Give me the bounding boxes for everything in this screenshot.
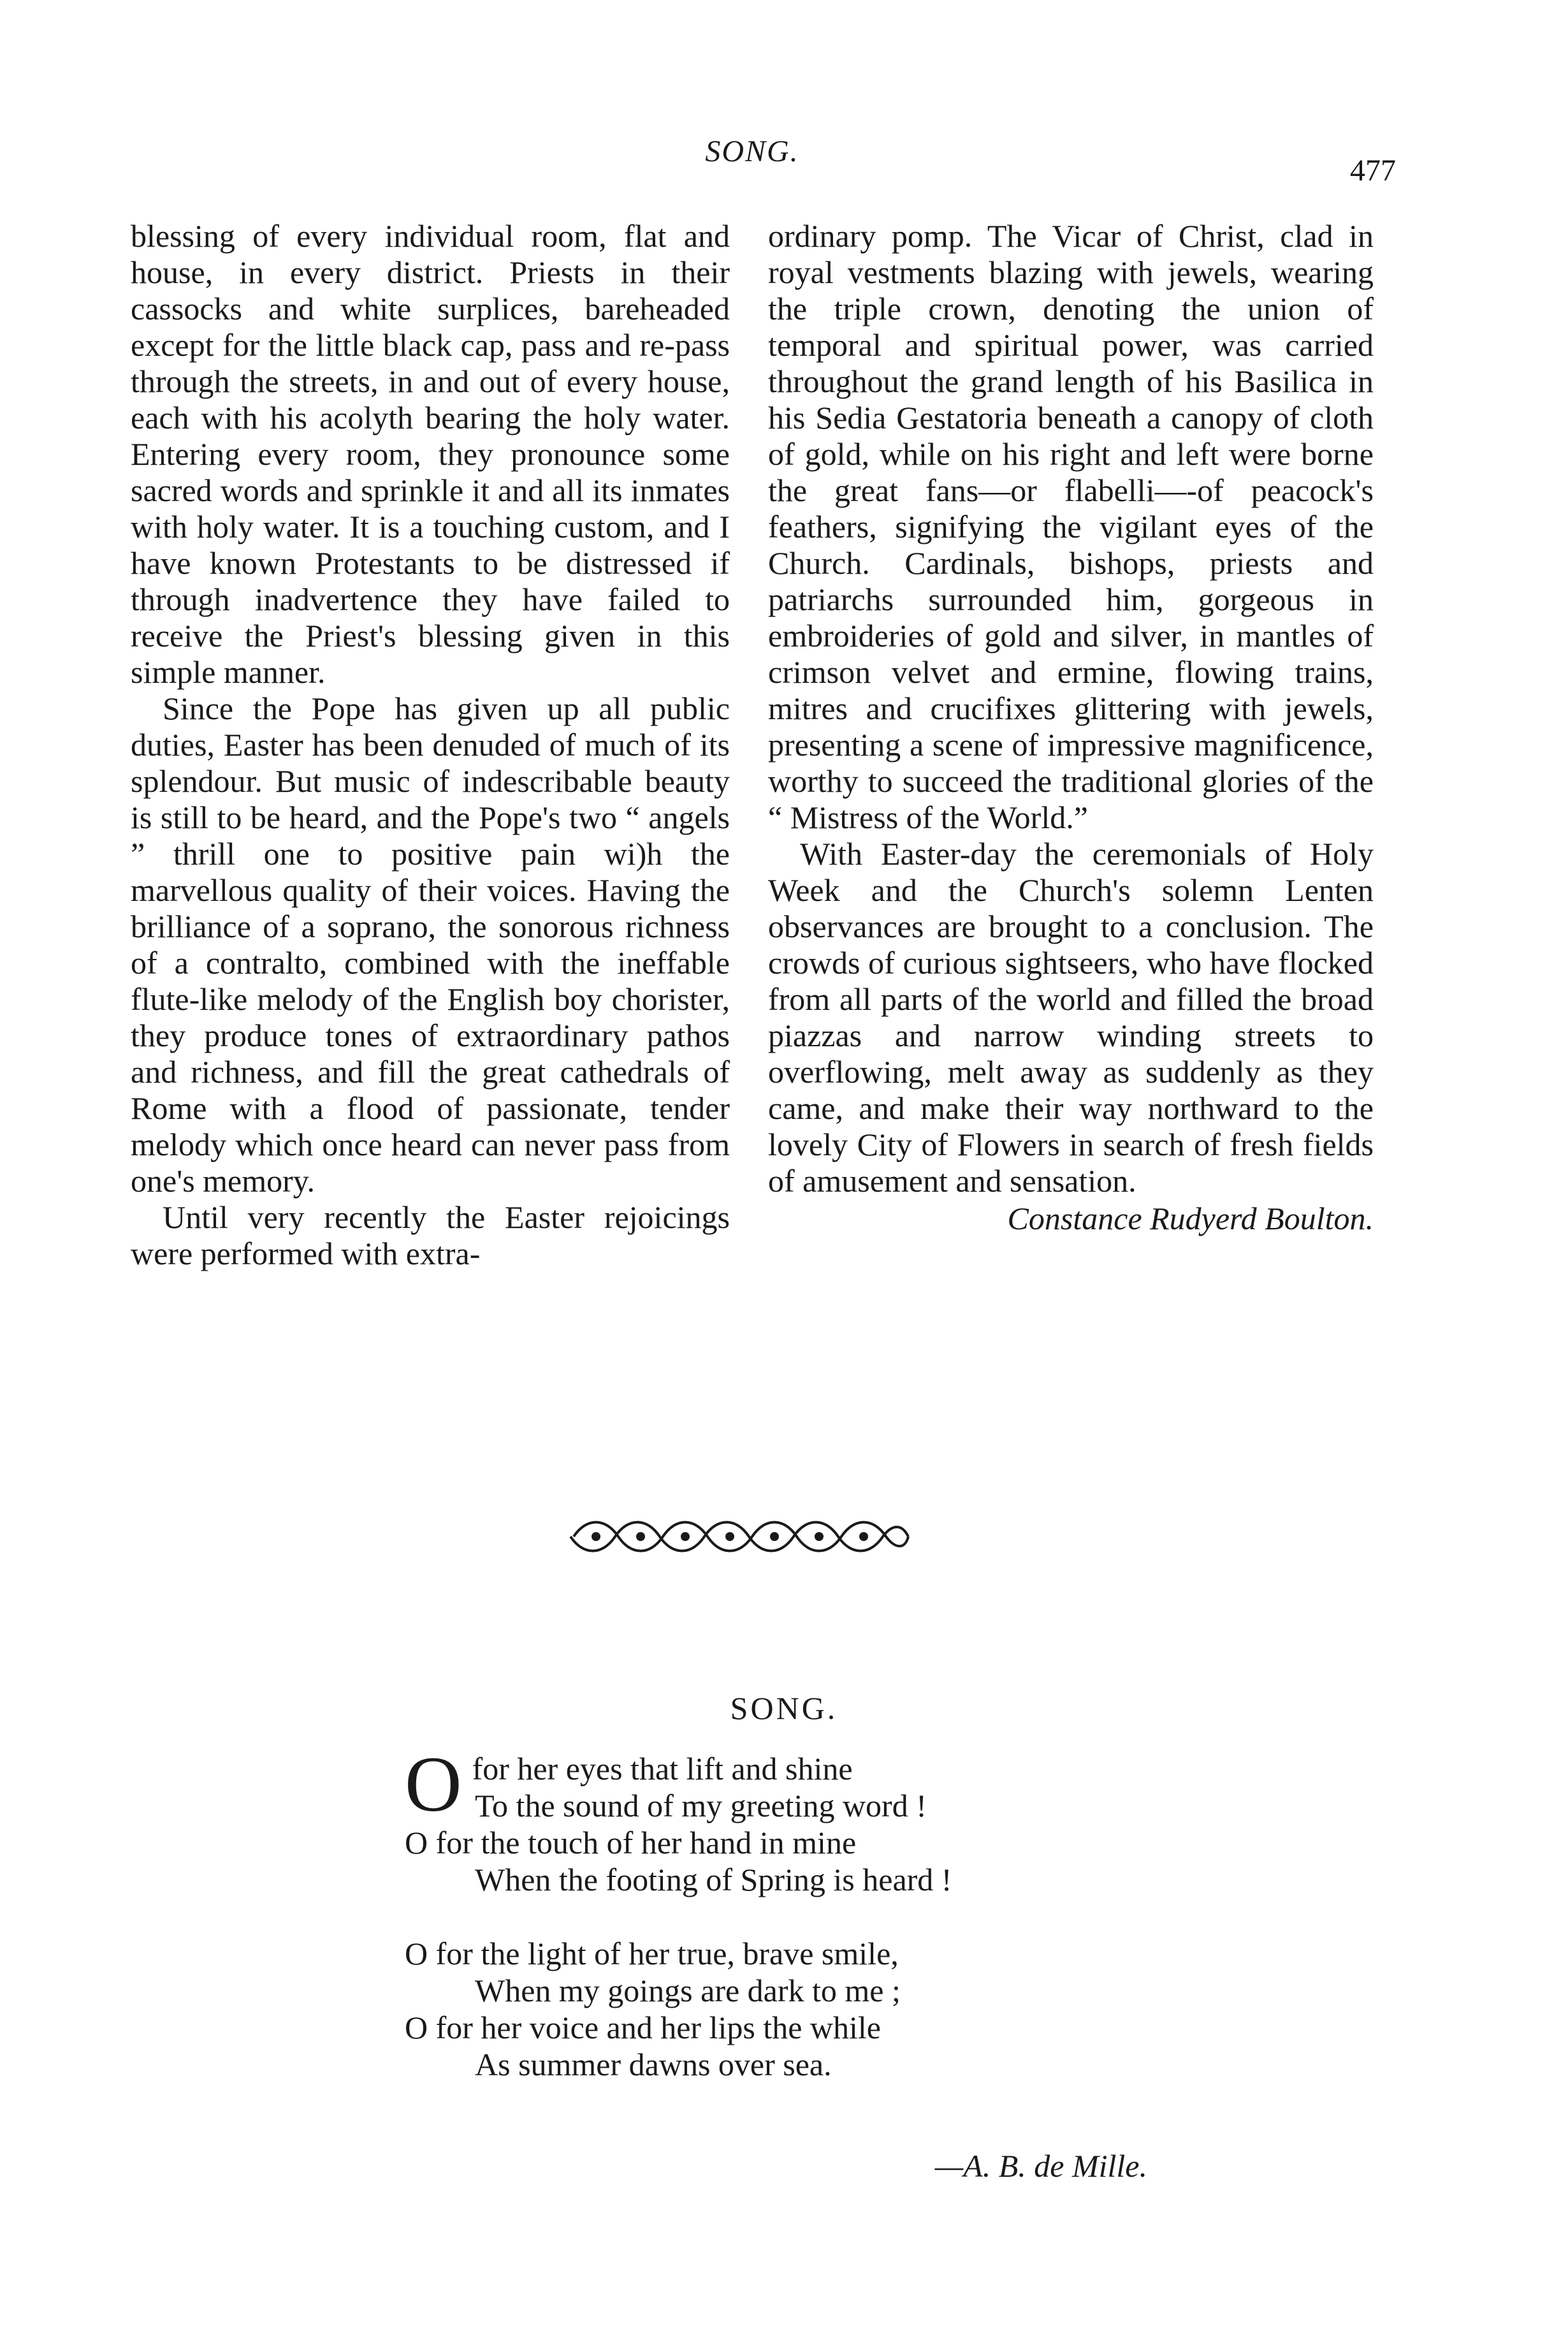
article-signature: Constance Rudyerd Boulton.	[1007, 1201, 1374, 1236]
poem-signature: —A. B. de Mille.	[934, 2148, 1147, 2184]
paragraph: blessing of every individual room, flat and house, in every district. Priests in their cassocks and white surplices, bareheaded except for the little black cap, pass and re-pass through the streets, in and out of every house, each with his acolyth bearing the holy water. Entering every room, they pronounce some sacred words and sprinkle it and all its inmates with holy water. It is a touching custom, and I have known Protestants to be distressed if through inadvertence they have failed to receive the Priest's blessing given in this simple manner.	[131, 218, 730, 690]
poem-line: O for her voice and her lips the while	[405, 2010, 881, 2045]
poem-line: As summer dawns over sea.	[475, 2047, 832, 2082]
paragraph: Until very recently the Easter rejoicings were performed with extra-	[131, 1199, 730, 1271]
poem	[405, 1741, 1170, 2120]
poem-title: SONG.	[730, 1690, 838, 1726]
paragraph: Since the Pope has given up all public duties, Easter has been denuded of much of its splendour. But music of indescribable beauty is still to be heard, and the Pope's two “ angels ” thrill one to positive pain wi)h the marvellous quality of their voices. Having the brilliance of a soprano, the sonorous richness of a contralto, combined with the ineffable flute-like melody of the English boy chorister, they produce tones of extraordinary pathos and richness, and fill the great cathedrals of Rome with a flood of passionate, tender melody which once heard can never pass from one's memory.	[131, 690, 730, 1199]
left-column	[131, 218, 730, 1272]
poem-line: When my goings are dark to me ;	[475, 1973, 901, 2008]
poem-line: When the footing of Spring is heard !	[475, 1862, 952, 1897]
page-number: 477	[1350, 154, 1396, 187]
poem-line: for her eyes that lift and shine	[472, 1751, 853, 1786]
paragraph: With Easter-day the ceremonials of Holy Week and the Church's solemn Lenten observances are brought to a conclusion. The crowds of curious sightseers, who have flocked from all parts of the world and filled the broad piazzas and narrow winding streets to overflowing, melt away as suddenly as they came, and make their way northward to the lovely City of Flowers in search of fresh fields of amusement and sensation.	[768, 836, 1374, 1199]
poem-line: To the sound of my greeting word !	[475, 1788, 927, 1823]
poem-line: O for the light of her true, brave smile,	[405, 1936, 899, 1971]
running-head: SONG.	[705, 135, 799, 168]
scroll-ornament-icon	[561, 1505, 918, 1568]
poem-line: O for the touch of her hand in mine	[405, 1825, 857, 1860]
paragraph: ordinary pomp. The Vicar of Christ, clad in royal vestments blazing with jewels, wearing the triple crown, denoting the union of temporal and spiritual power, was carried throughout the grand length of his Basilica in his Sedia Gestatoria beneath a canopy of cloth of gold, while on his right and left were borne the great fans—or flabelli—-of peacock's feathers, signifying the vigilant eyes of the Church. Cardinals, bishops, priests and patriarchs surrounded him, gorgeous in embroideries of gold and silver, in mantles of crimson velvet and ermine, flowing trains, mitres and crucifixes glittering with jewels, presenting a scene of impressive magnificence, worthy to succeed the traditional glories of the “ Mistress of the World.”	[768, 218, 1374, 835]
stanza	[405, 1741, 1170, 1898]
right-column	[768, 218, 1374, 1237]
drop-cap: O	[405, 1741, 462, 1828]
stanza	[405, 1935, 1170, 2083]
